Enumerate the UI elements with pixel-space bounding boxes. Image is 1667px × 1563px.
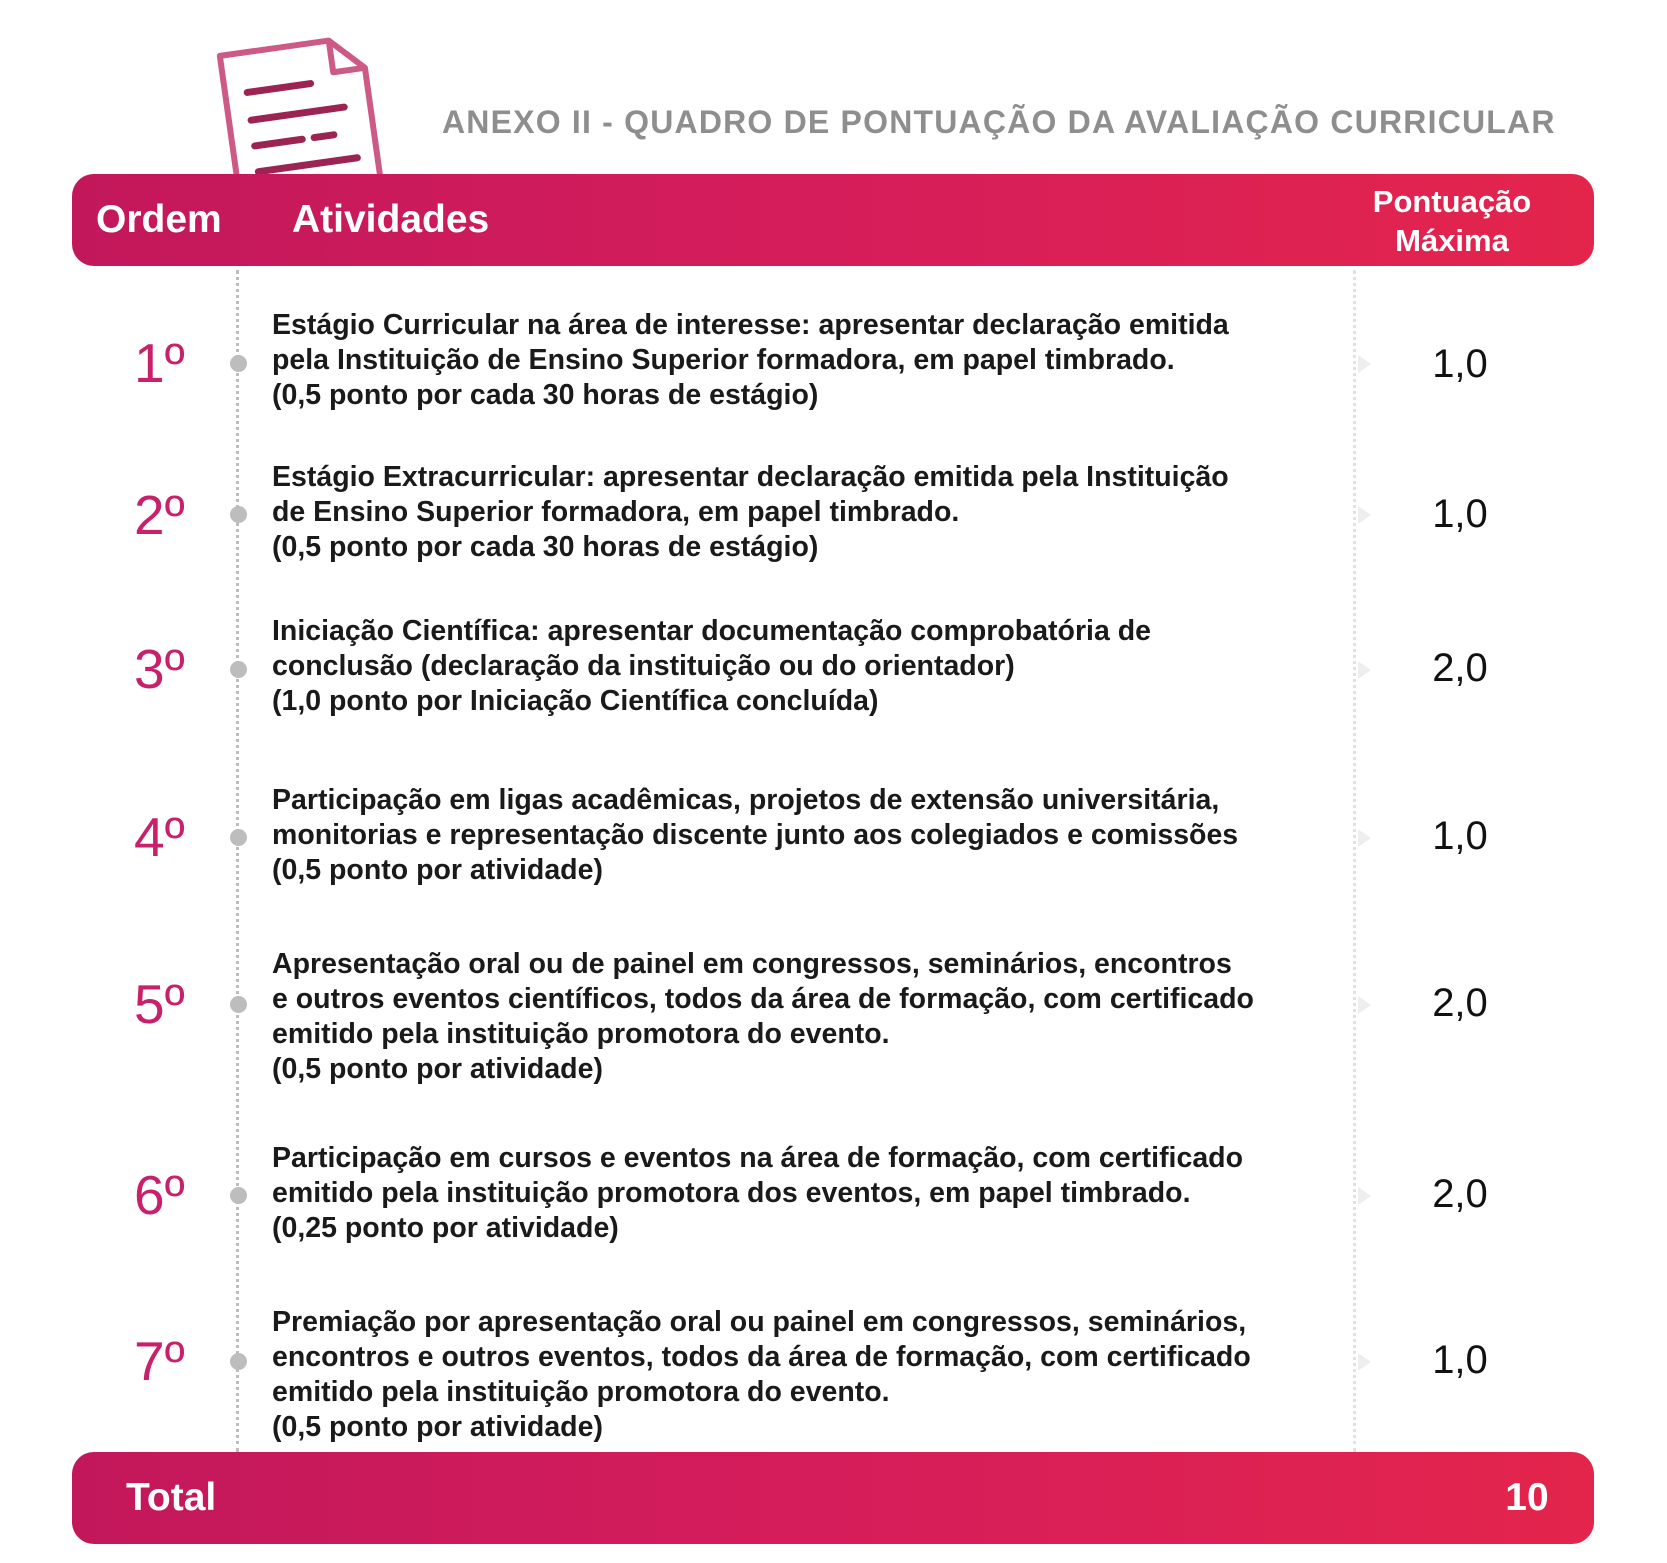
row-activity [272, 783, 1352, 888]
activity-line: (0,5 ponto por atividade) [272, 1411, 603, 1443]
row-activity [272, 947, 1352, 1087]
activity-line: de Ensino Superior formadora, em papel timbrado. [272, 496, 960, 528]
activity-line: Participação em cursos e eventos na área de formação, com certificado [272, 1142, 1243, 1174]
activity-line: Estágio Curricular na área de interesse: apresentar declaração emitida [272, 309, 1229, 341]
row-activity [272, 1141, 1352, 1246]
row-activity [272, 460, 1352, 565]
activity-line: emitido pela instituição promotora dos eventos, em papel timbrado. [272, 1177, 1191, 1209]
total-label: Total [126, 1476, 217, 1519]
activity-line: (0,5 ponto por cada 30 horas de estágio) [272, 379, 819, 411]
row-score: 1,0 [1432, 1338, 1488, 1382]
row-score: 2,0 [1432, 646, 1488, 690]
row-ordinal: 5º [134, 973, 185, 1035]
activity-line: e outros eventos científicos, todos da área de formação, com certificado [272, 983, 1254, 1015]
timeline-line [236, 270, 239, 1452]
activity-line: (0,5 ponto por atividade) [272, 1053, 603, 1085]
table-header [72, 174, 1594, 266]
activity-line: Iniciação Científica: apresentar documentação comprobatória de [272, 615, 1151, 647]
activity-line: Participação em ligas acadêmicas, projetos de extensão universitária, [272, 784, 1220, 816]
arrow-icon [1358, 829, 1371, 847]
total-value: 10 [1505, 1476, 1549, 1519]
column-header-pontuacao-line1: Pontuação [1372, 184, 1532, 219]
row-score: 1,0 [1432, 814, 1488, 858]
timeline-dot [230, 1187, 247, 1204]
activity-line: pela Instituição de Ensino Superior formadora, em papel timbrado. [272, 344, 1175, 376]
activity-line: Apresentação oral ou de painel em congressos, seminários, encontros [272, 948, 1232, 980]
arrow-icon [1358, 355, 1371, 373]
column-header-pontuacao [1322, 182, 1582, 260]
row-score: 2,0 [1432, 1172, 1488, 1216]
column-header-ordem: Ordem [96, 198, 222, 241]
row-score: 2,0 [1432, 981, 1488, 1025]
activity-line: Estágio Extracurricular: apresentar declaração emitida pela Instituição [272, 461, 1229, 493]
activity-line: (0,5 ponto por atividade) [272, 854, 603, 886]
activity-line: Premiação por apresentação oral ou painel em congressos, seminários, [272, 1306, 1247, 1338]
arrow-icon [1358, 506, 1371, 524]
row-score: 1,0 [1432, 492, 1488, 536]
activity-line: emitido pela instituição promotora do evento. [272, 1376, 890, 1408]
activity-line: encontros e outros eventos, todos da área de formação, com certificado [272, 1341, 1251, 1373]
timeline-dot [230, 355, 247, 372]
activity-line: monitorias e representação discente junto aos colegiados e comissões [272, 819, 1239, 851]
arrow-icon [1358, 1353, 1371, 1371]
column-header-atividades: Atividades [292, 198, 490, 241]
timeline-dot [230, 506, 247, 523]
column-header-pontuacao-line2: Máxima [1395, 223, 1509, 258]
row-ordinal: 1º [134, 332, 185, 394]
timeline-dot [230, 661, 247, 678]
row-ordinal: 2º [134, 484, 185, 546]
arrow-icon [1358, 996, 1371, 1014]
activity-line: (1,0 ponto por Iniciação Científica concluída) [272, 685, 879, 717]
total-bar [72, 1452, 1594, 1544]
row-activity [272, 614, 1352, 719]
row-ordinal: 3º [134, 638, 185, 700]
score-divider [1353, 270, 1356, 1452]
timeline-dot [230, 996, 247, 1013]
row-activity [272, 1305, 1352, 1445]
document-icon [208, 14, 408, 174]
row-score: 1,0 [1432, 342, 1488, 386]
arrow-icon [1358, 661, 1371, 679]
row-ordinal: 6º [134, 1164, 185, 1226]
timeline-dot [230, 1353, 247, 1370]
row-activity [272, 308, 1352, 413]
timeline-dot [230, 829, 247, 846]
activity-line: (0,25 ponto por atividade) [272, 1212, 619, 1244]
activity-line: emitido pela instituição promotora do evento. [272, 1018, 890, 1050]
row-ordinal: 7º [134, 1330, 185, 1392]
page-title: ANEXO II - QUADRO DE PONTUAÇÃO DA AVALIAÇÃO CURRICULAR [442, 104, 1556, 140]
row-ordinal: 4º [134, 806, 185, 868]
activity-line: (0,5 ponto por cada 30 horas de estágio) [272, 531, 819, 563]
activity-line: conclusão (declaração da instituição ou do orientador) [272, 650, 1015, 682]
arrow-icon [1358, 1187, 1371, 1205]
